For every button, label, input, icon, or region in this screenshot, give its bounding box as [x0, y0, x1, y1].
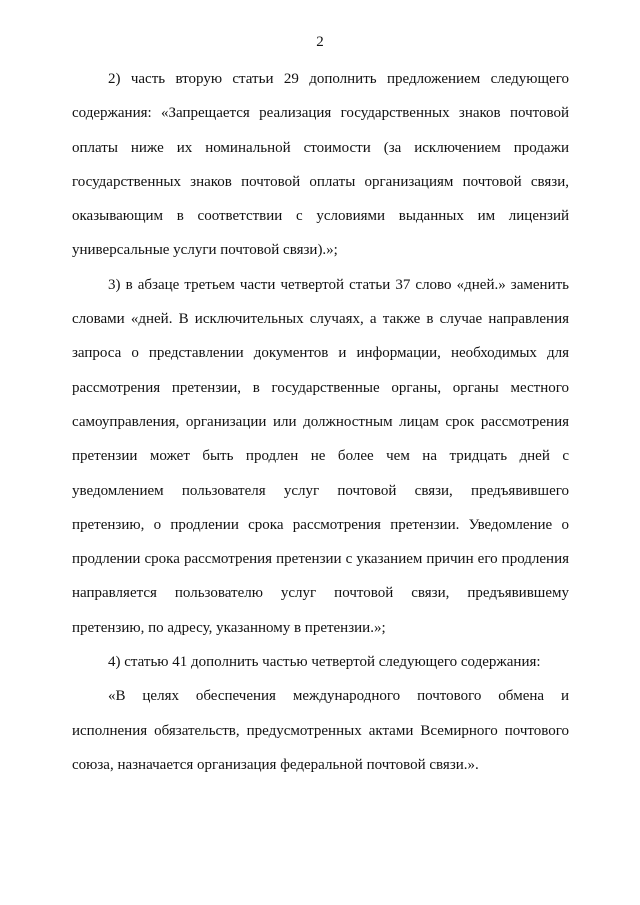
document-body [72, 62, 569, 782]
paragraph-item-3: 3) в абзаце третьем части четвертой статьи 37 слово «дней.» заменить словами «дней. В исключительных случаях, а также в случае направления запроса о представлении документов и информации, необходимых для рассмотрения претензии, в государственные органы, органы местного самоуправления, организации или должностным лицам срок рассмотрения претензии может быть продлен не более чем на тридцать дней с уведомлением пользователя услуг почтовой связи, предъявившего претензию, о продлении срока рассмотрения претензии. Уведомление о продлении срока рассмотрения претензии с указанием причин его продления направляется пользователю услуг почтовой связи, предъявившему претензию, по адресу, указанному в претензии.»; [72, 276, 569, 636]
page-number: 2 [316, 34, 324, 50]
paragraph-item-2: 2) часть вторую статьи 29 дополнить предложением следующего содержания: «Запрещается реализация государственных знаков почтовой оплаты ниже их номинальной стоимости (за исключением продажи государственных знаков почтовой оплаты организациям почтовой связи, оказывающим в соответствии с условиями выданных им лицензий универсальные услуги почтовой связи).»; [72, 71, 569, 259]
paragraph-item-4: 4) статью 41 дополнить частью четвертой следующего содержания: [108, 654, 541, 671]
paragraph-quote: «В целях обеспечения международного почтового обмена и исполнения обязательств, предусмотренных актами Всемирного почтового союза, назначается организация федеральной почтовой связи.». [72, 688, 569, 773]
